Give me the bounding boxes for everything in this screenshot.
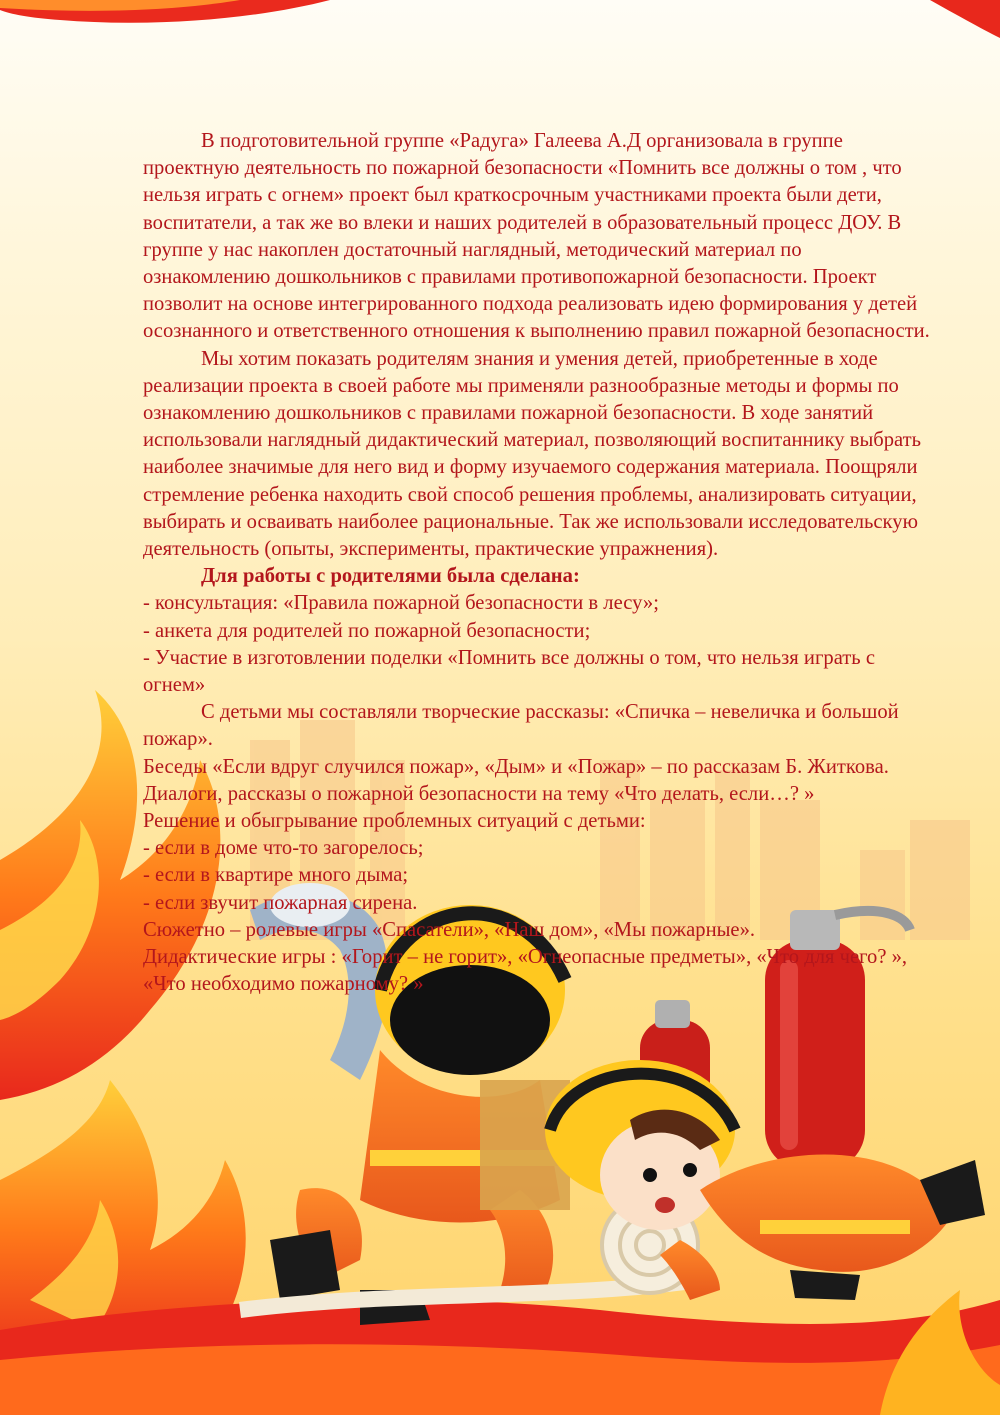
children-intro-paragraph: С детьми мы составляли творческие рассказы: «Спичка – невеличка и большой пожар».: [143, 701, 899, 751]
list-item: - Участие в изготовлении поделки «Помнить все должны о том, что нельзя играть с огнем»: [143, 646, 875, 697]
top-flame-decor: [0, 0, 1000, 38]
parents-heading: Для работы с родителями была сделана:: [201, 565, 580, 588]
document-body: [143, 128, 933, 999]
parents-list: [143, 590, 933, 699]
conversations-line: Беседы «Если вдруг случился пожар», «Дым» и «Пожар» – по рассказам Б. Житкова.: [143, 755, 889, 778]
intro-paragraph: В подготовительной группе «Радуга» Галеева А.Д организовала в группе проектную деятельность по пожарной безопасности «Помнить все должны о том , что нельзя играть с огнем» проект был краткосрочным участниками проекта были дети, воспитатели, а так же во влеки и наших родителей в образовательный процесс ДОУ. В группе у нас накоплен достаточный наглядный, методический материал по ознакомлению дошкольников с правилами противопожарной безопасности. Проект позволит на основе интегрированного подхода реализовать идею формирования у детей осознанного и ответственного отношения к выполнению правил пожарной безопасности.: [143, 130, 930, 343]
dialogs-line: Диалоги, рассказы о пожарной безопасности на тему «Что делать, если…? »: [143, 782, 815, 805]
methods-paragraph: Мы хотим показать родителям знания и умения детей, приобретенные в ходе реализации проекта в своей работе мы применяли разнообразные методы и формы по ознакомлению дошкольников с правилами пожарной безопасности. В ходе занятий использовали наглядный дидактический материал, позволяющий воспитаннику выбрать наиболее значимые для него вид и форму изучаемого содержания материала. Поощряли стремление ребенка находить свой способ решения проблемы, анализировать ситуации, выбирать и осваивать наиболее рациональные. Так же использовали исследовательскую деятельность (опыты, эксперименты, практические упражнения).: [143, 347, 922, 561]
list-item: - если звучит пожарная сирена.: [143, 891, 418, 914]
situations-heading: Решение и обыгрывание проблемных ситуаций с детьми:: [143, 810, 646, 833]
list-item: - если в квартире много дыма;: [143, 864, 409, 887]
list-item: - консультация: «Правила пожарной безопасности в лесу»;: [143, 592, 659, 615]
list-item: - если в доме что-то загорелось;: [143, 837, 424, 860]
list-item: - анкета для родителей по пожарной безопасности;: [143, 619, 591, 642]
situations-list: [143, 835, 933, 917]
didactic-games-line: Дидактические игры : «Горит – не горит», «Огнеопасные предметы», «Что для чего? », «Что необходимо пожарному? »: [143, 946, 908, 996]
role-games-line: Сюжетно – ролевые игры «Спасатели», «Наш дом», «Мы пожарные».: [143, 918, 756, 941]
